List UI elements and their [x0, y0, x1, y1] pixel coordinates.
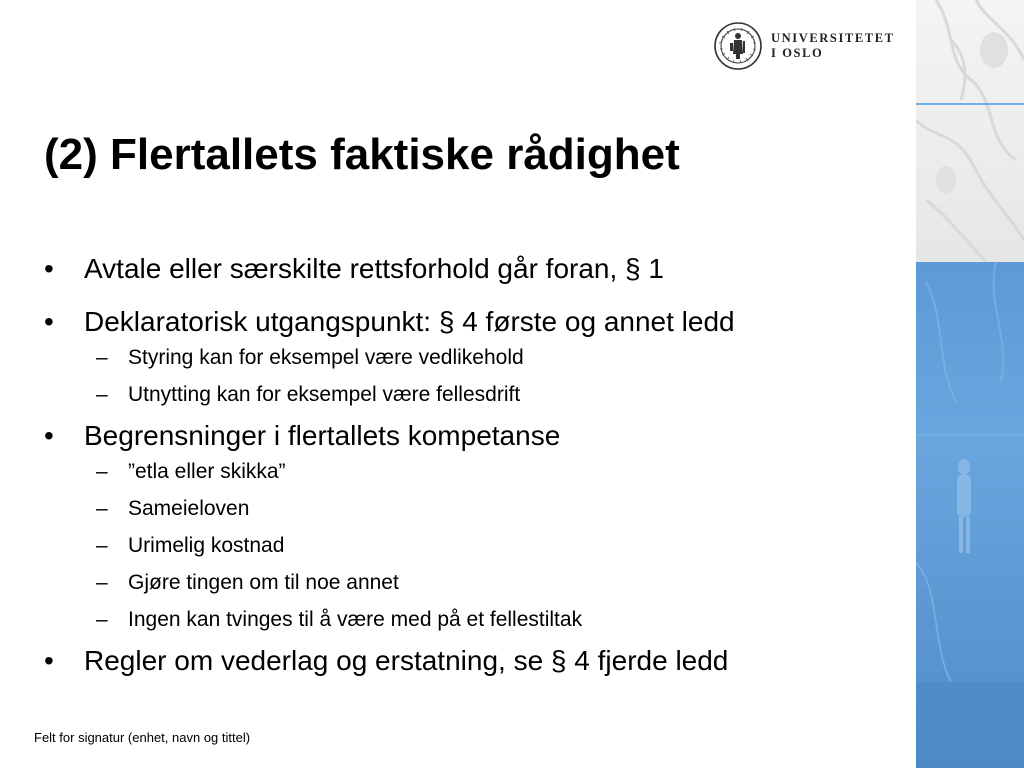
statue-image-top — [916, 0, 1024, 262]
statue-relief-image — [916, 0, 1024, 262]
dash-icon: – — [96, 460, 108, 483]
bullet-icon: • — [44, 253, 54, 284]
sub-bullet-item — [44, 570, 904, 596]
bullet-item — [44, 305, 904, 339]
dash-icon: – — [96, 534, 108, 557]
divider-line — [916, 434, 1024, 436]
bullet-item — [44, 252, 904, 286]
university-seal-icon — [713, 21, 763, 71]
dash-icon: – — [96, 571, 108, 594]
sub-bullet-text: Urimelig kostnad — [128, 534, 285, 557]
bullet-icon: • — [44, 645, 54, 676]
bullet-icon: • — [44, 420, 54, 451]
divider-line — [916, 103, 1024, 105]
sub-bullet-text: Sameieloven — [128, 497, 250, 520]
bullet-icon: • — [44, 306, 54, 337]
signature-footer: Felt for signatur (enhet, navn og tittel) — [34, 730, 251, 745]
slide-title: (2) Flertallets faktiske rådighet — [44, 130, 680, 179]
dash-icon: – — [96, 383, 108, 406]
dash-icon: – — [96, 497, 108, 520]
sub-bullet-item — [44, 496, 904, 522]
university-name — [771, 31, 895, 61]
side-decoration — [916, 0, 1024, 768]
bullet-item — [44, 419, 904, 453]
bullet-text: Deklaratorisk utgangspunkt: § 4 første og annet ledd — [84, 306, 735, 337]
bullet-text: Avtale eller særskilte rettsforhold går foran, § 1 — [84, 253, 664, 284]
sub-list — [44, 459, 904, 633]
sub-bullet-item — [44, 607, 904, 633]
bullet-item — [44, 644, 904, 678]
sub-bullet-item — [44, 345, 904, 371]
sub-bullet-text: Utnytting kan for eksempel være fellesdrift — [128, 383, 521, 406]
sub-bullet-text: Ingen kan tvinges til å være med på et fellestiltak — [128, 608, 583, 631]
sub-bullet-item — [44, 382, 904, 408]
sub-list — [44, 345, 904, 408]
bullet-text: Begrensninger i flertallets kompetanse — [84, 420, 561, 451]
dash-icon: – — [96, 346, 108, 369]
statue-figure-image — [916, 262, 1024, 768]
sub-bullet-item — [44, 533, 904, 559]
sub-bullet-text: Styring kan for eksempel være vedlikehold — [128, 346, 524, 369]
sub-bullet-text: Gjøre tingen om til noe annet — [128, 571, 399, 594]
bullet-text: Regler om vederlag og erstatning, se § 4 fjerde ledd — [84, 645, 729, 676]
logo-line-1: UNIVERSITETET — [771, 31, 895, 45]
dash-icon: – — [96, 608, 108, 631]
slide-content — [44, 252, 904, 697]
sub-bullet-text: ”etla eller skikka” — [128, 460, 286, 483]
sub-bullet-item — [44, 459, 904, 485]
statue-image-bottom — [916, 262, 1024, 768]
logo-line-2: I OSLO — [771, 46, 824, 60]
university-logo — [713, 20, 895, 72]
